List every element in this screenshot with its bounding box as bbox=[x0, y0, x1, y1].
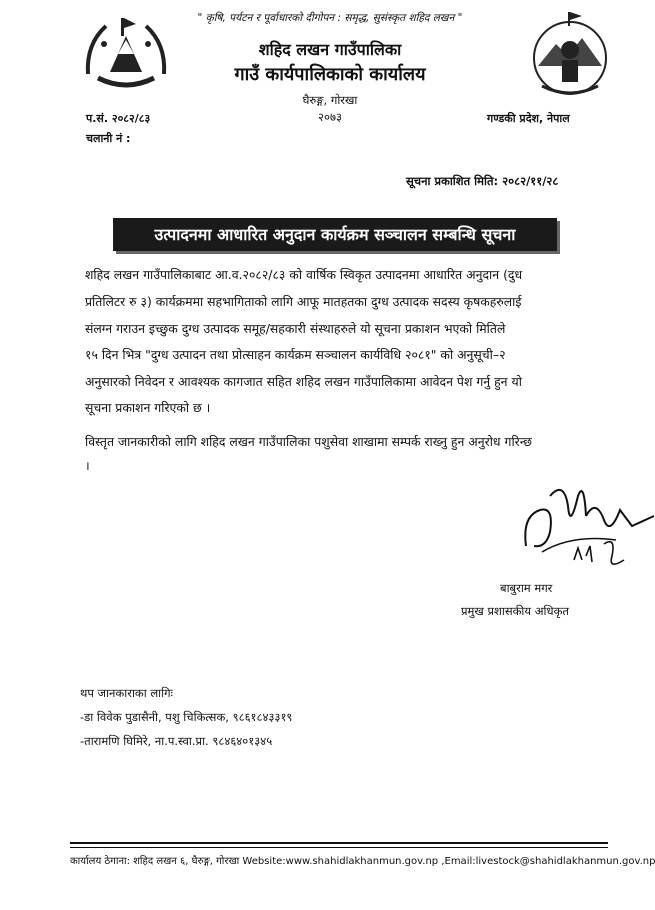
province-label: गण्डकी प्रदेश, नेपाल bbox=[487, 112, 570, 125]
footer-divider bbox=[70, 847, 608, 848]
paragraph-line: प्रतिलिटर रु ३) कार्यक्रममा सहभागिताको लागि आफू मातहतका दुग्ध उत्पादक सदस्य कृषकहरुलाई bbox=[85, 294, 522, 309]
municipality-name: शहिद लखन गाउँपालिका bbox=[258, 40, 402, 59]
paragraph-line: अनुसारको निवेदन र आवश्यक कागजात सहित शहिद लखन गाउँपालिकामा आवेदन पेश गर्नु हुन यो bbox=[85, 374, 522, 389]
office-name: गाउँ कार्यपालिकाको कार्यालय bbox=[234, 64, 426, 85]
handwritten-signature bbox=[520, 476, 655, 578]
header-motto: " कृषि, पर्यटन र पूर्वाधारको दीगोपन : समृद्ध, सुसंस्कृत शहिद लखन " bbox=[197, 12, 463, 24]
paragraph-line: । bbox=[85, 458, 90, 473]
signatory-title: प्रमुख प्रशासकीय अधिकृत bbox=[461, 604, 569, 618]
paragraph-line: शहिद लखन गाउँपालिकाबाट आ.व.२०८२/८३ को वार्षिक स्विकृत उत्पादनमा आधारित अनुदान (दुध bbox=[85, 267, 523, 282]
contacts-heading: थप जानकाराका लागिः bbox=[80, 686, 173, 700]
signatory-name: बाबुराम मगर bbox=[500, 581, 553, 595]
footer-divider bbox=[70, 842, 608, 844]
reference-number: प.सं. २०८२/८३ bbox=[86, 112, 151, 125]
paragraph-line: सूचना प्रकाशन गरिएको छ । bbox=[85, 400, 211, 415]
footer-address: कार्यालय ठेगाना: शहिद लखन ६, घैरुङ्ग, गोरखा Website:www.shahidlakhanmun.gov.np ,Email:livestock@shahidlakhanmun.gov.np bbox=[70, 856, 655, 867]
contact-item: -तारामणि घिमिरे, ना.प.स्वा.प्रा. ९८४६४०१३४५ bbox=[80, 734, 273, 748]
contact-item: -डा विवेक पुडासैनी, पशु चिकित्सक, ९८६१८४३३१९ bbox=[80, 710, 293, 724]
paragraph-line: संलग्न गराउन इच्छुक दुग्ध उत्पादक समूह/सहकारी संस्थाहरुले यो सूचना प्रकाशन भएको मितिले bbox=[85, 321, 506, 336]
published-date: सूचना प्रकाशित मिति: २०८२/११/२८ bbox=[406, 174, 559, 188]
paragraph-line: विस्तृत जानकारीको लागि शहिद लखन गाउँपालिका पशुसेवा शाखामा सम्पर्क राख्नु हुन अनुरोध गरिन्छ bbox=[85, 434, 532, 449]
office-location: घैरुङ्ग, गोरखा bbox=[302, 93, 358, 107]
paragraph-line: १५ दिन भित्र "दुग्ध उत्पादन तथा प्रोत्साहन कार्यक्रम सञ्चालन कार्यविधि २०८१" को अनुसूची–२ bbox=[85, 347, 506, 362]
dispatch-number: चलानी नं : bbox=[86, 132, 131, 145]
established-year: २०७३ bbox=[318, 110, 342, 124]
notice-title: उत्पादनमा आधारित अनुदान कार्यक्रम सञ्चालन सम्बन्धि सूचना bbox=[113, 218, 557, 251]
municipality-logo-icon bbox=[528, 10, 612, 100]
